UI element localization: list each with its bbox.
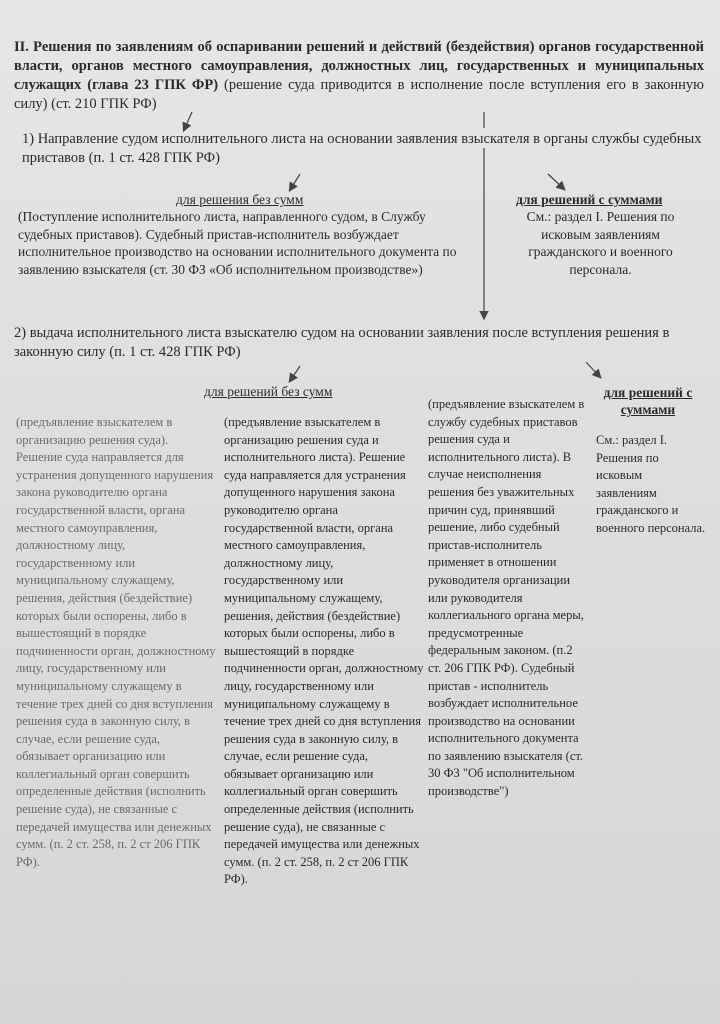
item-2-column-a: (предъявление взыскателем в организацию решения суда). Решение суда направляется для устранения допущенного нарушения закона руководителю органа государственной власти, органа местного самоуправления, должностному лицу, государственному или муниципальному служащему, решения, действия (бездействие) которых были оспорены, либо в вышестоящий в порядке подчиненности орган, должностному лицу, государственному или муниципальному служащему в течение трех дней со дня вступления решения суда в законную силу, в случае, если решение суда, обязывает организацию или коллегиальный орган совершить определенные действия (исполнить решение суда), не связанные с передачей имущества или денежных сумм. (п. 2 ст. 258, п. 2 ст 206 ГПК РФ). [16, 415, 216, 869]
item-1-with-sums-label: для решений с суммами [516, 192, 663, 207]
arrow-item2-with-sums [586, 362, 600, 377]
item-2-with-sums-label: для решений с суммами [603, 385, 693, 417]
arrow-heading-to-item1 [184, 112, 192, 130]
section-heading-rest: (решение суда приводится в исполнение после вступления его в законную силу) (ст. 210 ГПК РФ) [14, 77, 704, 112]
item-2-text: 2) выдача исполнительного листа взыскателю судом на основании заявления после вступления решения в законную силу (п. 1 ст. 428 ГПК РФ) [14, 325, 670, 360]
section-heading-bold: II. Решения по заявлениям об оспаривании решений и действий (бездействия) органов государственной власти, органов местного самоуправления, должностных лиц, государственных и муниципальных служащих (глава 23 ГПК ФР) [14, 39, 704, 93]
item-2-column-c: (предъявление взыскателем в службу судебных приставов решения суда и исполнительного листа). В случае неисполнения решения без уважительных причин суд, принявший решение, либо судебный пристав-исполнитель применяет в отношении руководителя организации или руководителя коллегиального органа меры, предусмотренные федеральным законом. (п.2 ст. 206 ГПК РФ). Судебный пристав - исполнитель возбуждает исполнительное производство на основании исполнительного документа по заявлению взыскателя (ст. 30 ФЗ "Об исполнительном производстве") [428, 397, 585, 799]
item-2-without-sums-label: для решений без сумм [204, 384, 333, 399]
arrow-item2-without-sums [290, 366, 300, 381]
section-heading [14, 38, 704, 114]
item-1-with-sums-text: См.: раздел I. Решения по исковым заявлениям гражданского и военного персонала. [526, 209, 675, 277]
item-1-without-sums-text: (Поступление исполнительного листа, направленного судом, в Службу судебных приставов). Судебный пристав-исполнитель возбуждает исполнительное производство на основании исполнительного документа по заявлению взыскателя (ст. 30 ФЗ «Об исполнительном производстве») [18, 209, 457, 277]
item-2-column-b: (предъявление взыскателем в организацию решения суда и исполнительного листа). Решение суда направляется для устранения допущенного нарушения закона руководителю органа государственной власти, органа местного самоуправления, должностному лицу, государственному или муниципальному служащему, решения, действия (бездействие) которых были оспорены, либо в вышестоящий в порядке подчиненности орган, должностному лицу, государственному или муниципальному служащему в течение трех дней со дня вступления решения суда в законную силу, в случае, если решение суда, обязывает организацию или коллегиальный орган совершить определенные действия (исполнить решение суда), не связанные с передачей имущества или денежных сумм. (п. 2 ст. 258, п. 2 ст 206 ГПК РФ). [224, 415, 424, 887]
item-1-text: 1) Направление судом исполнительного листа на основании заявления взыскателя в органы службы судебных приставов (п. 1 ст. 428 ГПК РФ) [22, 131, 702, 166]
item-1-without-sums-label: для решения без сумм [176, 192, 304, 207]
item-2-column-d: См.: раздел I. Решения по исковым заявлениям гражданского и военного персонала. [596, 433, 706, 535]
arrow-item1-with-sums [548, 174, 564, 189]
arrow-item1-without-sums [290, 174, 300, 190]
